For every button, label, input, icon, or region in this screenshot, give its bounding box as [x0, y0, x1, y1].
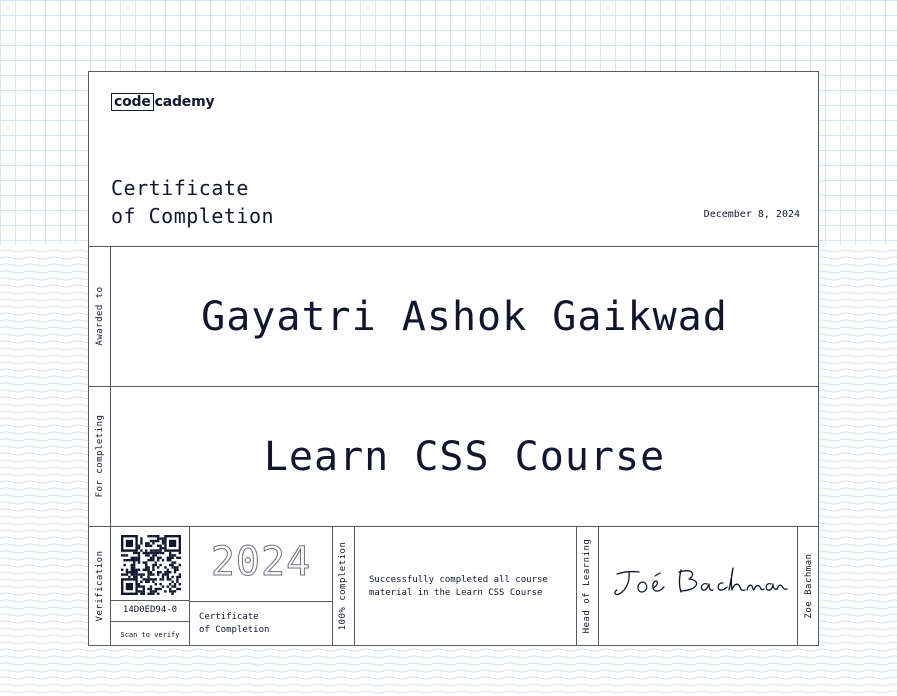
qr-module [147, 573, 149, 575]
qr-module [164, 566, 166, 568]
completion-description: Successfully completed all course material in the Learn CSS Course [369, 575, 548, 598]
qr-module [147, 569, 149, 571]
qr-module [138, 561, 140, 563]
qr-module [135, 559, 137, 561]
qr-module [150, 557, 152, 559]
qr-module [152, 542, 154, 544]
divider [111, 600, 189, 601]
qr-module [174, 590, 176, 592]
qr-module [143, 588, 145, 590]
qr-module [164, 590, 166, 592]
qr-module [162, 576, 164, 578]
qr-module [179, 573, 181, 575]
qr-module [171, 564, 173, 566]
qr-module [171, 566, 173, 568]
qr-module [135, 576, 137, 578]
qr-module [150, 590, 152, 592]
qr-module [155, 583, 157, 585]
qr-module [147, 559, 149, 561]
qr-module [159, 545, 161, 547]
qr-module [145, 566, 147, 568]
qr-module [159, 552, 161, 554]
qr-module [164, 571, 166, 573]
qr-module [152, 581, 154, 583]
qr-module [145, 578, 147, 580]
qr-module [133, 564, 135, 566]
qr-module [174, 583, 176, 585]
qr-module [179, 583, 181, 585]
qr-module [157, 573, 159, 575]
qr-module [152, 554, 154, 556]
qr-module [140, 585, 142, 587]
qr-module [133, 559, 135, 561]
qr-module [157, 537, 159, 539]
qr-module [121, 554, 123, 556]
qr-module [152, 578, 154, 580]
qr-module [123, 573, 125, 575]
qr-module [150, 559, 152, 561]
qr-module [152, 540, 154, 542]
awarded-label: Awarded to [95, 286, 105, 346]
qr-module [140, 590, 142, 592]
qr-module [138, 573, 140, 575]
qr-module [159, 578, 161, 580]
qr-module [152, 559, 154, 561]
qr-module [169, 557, 171, 559]
qr-module [167, 578, 169, 580]
qr-module [169, 590, 171, 592]
qr-module [155, 535, 157, 537]
divider [111, 621, 189, 622]
qr-module [174, 561, 176, 563]
qr-module [162, 573, 164, 575]
qr-module [138, 552, 140, 554]
qr-module [155, 552, 157, 554]
qr-module [143, 590, 145, 592]
qr-module [169, 583, 171, 585]
qr-module [133, 552, 135, 554]
qr-module [133, 571, 135, 573]
completion-label: 100% completion [338, 541, 348, 631]
qr-module [171, 561, 173, 563]
qr-module [157, 549, 159, 551]
qr-module [171, 581, 173, 583]
qr-module [176, 581, 178, 583]
qr-module [169, 559, 171, 561]
qr-module [157, 566, 159, 568]
qr-module [176, 578, 178, 580]
qr-module [140, 576, 142, 578]
verification-label: Verification [95, 550, 105, 622]
qr-module [147, 593, 149, 595]
qr-module [159, 571, 161, 573]
qr-module [155, 588, 157, 590]
qr-module [157, 559, 159, 561]
qr-module [138, 554, 140, 556]
qr-module [174, 585, 176, 587]
divider [190, 601, 332, 602]
qr-module [162, 559, 164, 561]
qr-module [131, 566, 133, 568]
qr-code[interactable] [121, 535, 181, 595]
qr-module [157, 571, 159, 573]
wave-line [0, 684, 897, 686]
qr-module [128, 559, 130, 561]
signatory-name: Zoe Bachman [804, 553, 814, 619]
qr-module [167, 576, 169, 578]
qr-module [126, 573, 128, 575]
qr-module [126, 571, 128, 573]
qr-module [140, 542, 142, 544]
qr-module [147, 542, 149, 544]
qr-module [147, 576, 149, 578]
qr-module [159, 537, 161, 539]
qr-module [145, 549, 147, 551]
completing-label: For completing [95, 414, 105, 498]
qr-module [140, 537, 142, 539]
qr-module [145, 581, 147, 583]
qr-module [169, 554, 171, 556]
verification-id[interactable]: 14D0ED94-0 [122, 605, 178, 615]
qr-module [128, 576, 130, 578]
qr-module [171, 576, 173, 578]
qr-module [123, 554, 125, 556]
qr-module [145, 542, 147, 544]
qr-module [145, 561, 147, 563]
qr-module [131, 559, 133, 561]
qr-module [169, 552, 171, 554]
logo-code: code [111, 93, 154, 111]
qr-module [169, 571, 171, 573]
qr-module [135, 557, 137, 559]
qr-module [152, 569, 154, 571]
qr-module [133, 557, 135, 559]
qr-module [176, 557, 178, 559]
qr-module [140, 540, 142, 542]
qr-module [133, 573, 135, 575]
qr-module [157, 545, 159, 547]
wave-line [0, 677, 897, 679]
qr-module [152, 593, 154, 595]
qr-module [157, 552, 159, 554]
qr-module [145, 545, 147, 547]
qr-module [174, 571, 176, 573]
role-label: Head of Learning [582, 538, 592, 634]
qr-module [138, 559, 140, 561]
qr-module [131, 571, 133, 573]
qr-module [179, 576, 181, 578]
qr-module [157, 593, 159, 595]
qr-module [133, 566, 135, 568]
qr-module [150, 593, 152, 595]
qr-module [152, 552, 154, 554]
qr-module [131, 557, 133, 559]
qr-module [155, 578, 157, 580]
qr-module [126, 583, 133, 590]
qr-module [147, 578, 149, 580]
qr-module [159, 549, 161, 551]
qr-module [147, 566, 149, 568]
issue-date: December 8, 2024 [703, 209, 800, 220]
wave-line [0, 649, 897, 651]
signature [609, 560, 789, 610]
qr-module [121, 573, 123, 575]
logo-cademy: cademy [154, 94, 215, 110]
qr-module [140, 549, 142, 551]
qr-module [162, 540, 164, 542]
qr-module [135, 571, 137, 573]
wave-line [0, 656, 897, 658]
qr-module [126, 540, 133, 547]
qr-module [169, 588, 171, 590]
qr-module [169, 564, 171, 566]
qr-module [179, 557, 181, 559]
qr-module [143, 552, 145, 554]
qr-module [176, 576, 178, 578]
qr-module [143, 573, 145, 575]
qr-module [150, 540, 152, 542]
qr-module [157, 557, 159, 559]
qr-module [152, 557, 154, 559]
qr-module [143, 578, 145, 580]
qr-module [159, 564, 161, 566]
wave-line [0, 670, 897, 672]
qr-module [159, 588, 161, 590]
qr-module [131, 573, 133, 575]
qr-module [133, 569, 135, 571]
qr-module [155, 549, 157, 551]
qr-module [169, 540, 176, 547]
qr-module [155, 561, 157, 563]
qr-module [147, 571, 149, 573]
qr-module [171, 554, 173, 556]
qr-module [143, 593, 145, 595]
divider [89, 526, 818, 527]
qr-module [162, 578, 164, 580]
qr-module [135, 552, 137, 554]
divider [332, 526, 333, 646]
qr-module [138, 590, 140, 592]
qr-module [145, 552, 147, 554]
qr-module [126, 559, 128, 561]
qr-module [131, 569, 133, 571]
qr-module [157, 588, 159, 590]
qr-module [155, 540, 157, 542]
qr-module [167, 571, 169, 573]
qr-module [152, 566, 154, 568]
qr-module [159, 557, 161, 559]
qr-module [138, 569, 140, 571]
qr-module [123, 559, 125, 561]
qr-module [140, 573, 142, 575]
qr-module [150, 573, 152, 575]
qr-module [150, 535, 152, 537]
certificate [88, 71, 819, 646]
qr-module [143, 569, 145, 571]
qr-module [126, 569, 128, 571]
qr-module [145, 569, 147, 571]
qr-module [162, 585, 164, 587]
qr-module [147, 545, 149, 547]
scan-to-verify: Scan to verify [120, 631, 180, 639]
qr-module [162, 537, 164, 539]
recipient-name: Gayatri Ashok Gaikwad [201, 294, 728, 340]
qr-module [150, 588, 152, 590]
divider [576, 526, 577, 646]
qr-module [174, 569, 176, 571]
qr-module [152, 549, 154, 551]
qr-module [162, 552, 164, 554]
qr-module [143, 561, 145, 563]
qr-module [167, 573, 169, 575]
qr-module [150, 571, 152, 573]
qr-module [126, 554, 128, 556]
qr-module [179, 564, 181, 566]
year-caption: Certificate of Completion [199, 612, 270, 635]
qr-module [150, 552, 152, 554]
qr-module [171, 590, 173, 592]
qr-module [135, 569, 137, 571]
qr-module [150, 549, 152, 551]
qr-module [152, 590, 154, 592]
qr-module [162, 547, 164, 549]
qr-module [179, 552, 181, 554]
qr-module [176, 566, 178, 568]
qr-module [128, 571, 130, 573]
certificate-year: 2024 [210, 539, 312, 585]
qr-module [133, 561, 135, 563]
qr-module [147, 554, 149, 556]
qr-module [167, 557, 169, 559]
qr-module [138, 557, 140, 559]
qr-module [150, 545, 152, 547]
divider [354, 526, 355, 646]
qr-module [138, 585, 140, 587]
qr-module [147, 535, 149, 537]
qr-module [174, 566, 176, 568]
qr-module [171, 585, 173, 587]
divider [797, 526, 798, 646]
qr-module [138, 545, 140, 547]
qr-module [167, 559, 169, 561]
qr-module [167, 585, 169, 587]
codecademy-logo [111, 93, 214, 111]
qr-module [147, 581, 149, 583]
divider [598, 526, 599, 646]
qr-module [155, 554, 157, 556]
qr-module [169, 578, 171, 580]
qr-module [145, 564, 147, 566]
qr-module [176, 588, 178, 590]
qr-module [171, 593, 173, 595]
qr-module [174, 554, 176, 556]
qr-module [133, 576, 135, 578]
qr-module [155, 590, 157, 592]
qr-module [150, 585, 152, 587]
qr-module [179, 588, 181, 590]
qr-module [121, 569, 123, 571]
certificate-title: Certificate of Completion [111, 176, 275, 228]
qr-module [159, 583, 161, 585]
qr-module [143, 585, 145, 587]
qr-module [147, 552, 149, 554]
qr-module [145, 554, 147, 556]
qr-module [167, 569, 169, 571]
qr-module [152, 573, 154, 575]
qr-module [162, 542, 164, 544]
course-name: Learn CSS Course [263, 433, 666, 480]
qr-module [135, 573, 137, 575]
qr-module [147, 588, 149, 590]
qr-module [157, 540, 159, 542]
qr-module [140, 593, 142, 595]
qr-module [138, 583, 140, 585]
qr-module [123, 564, 125, 566]
qr-module [150, 578, 152, 580]
qr-module [164, 573, 166, 575]
qr-module [157, 535, 159, 537]
qr-module [138, 547, 140, 549]
qr-module [159, 547, 161, 549]
qr-module [131, 564, 133, 566]
qr-module [140, 581, 142, 583]
qr-module [176, 569, 178, 571]
qr-module [152, 535, 154, 537]
qr-module [155, 564, 157, 566]
qr-module [152, 564, 154, 566]
qr-module [171, 557, 173, 559]
wave-line [0, 691, 897, 693]
wave-line [0, 663, 897, 665]
